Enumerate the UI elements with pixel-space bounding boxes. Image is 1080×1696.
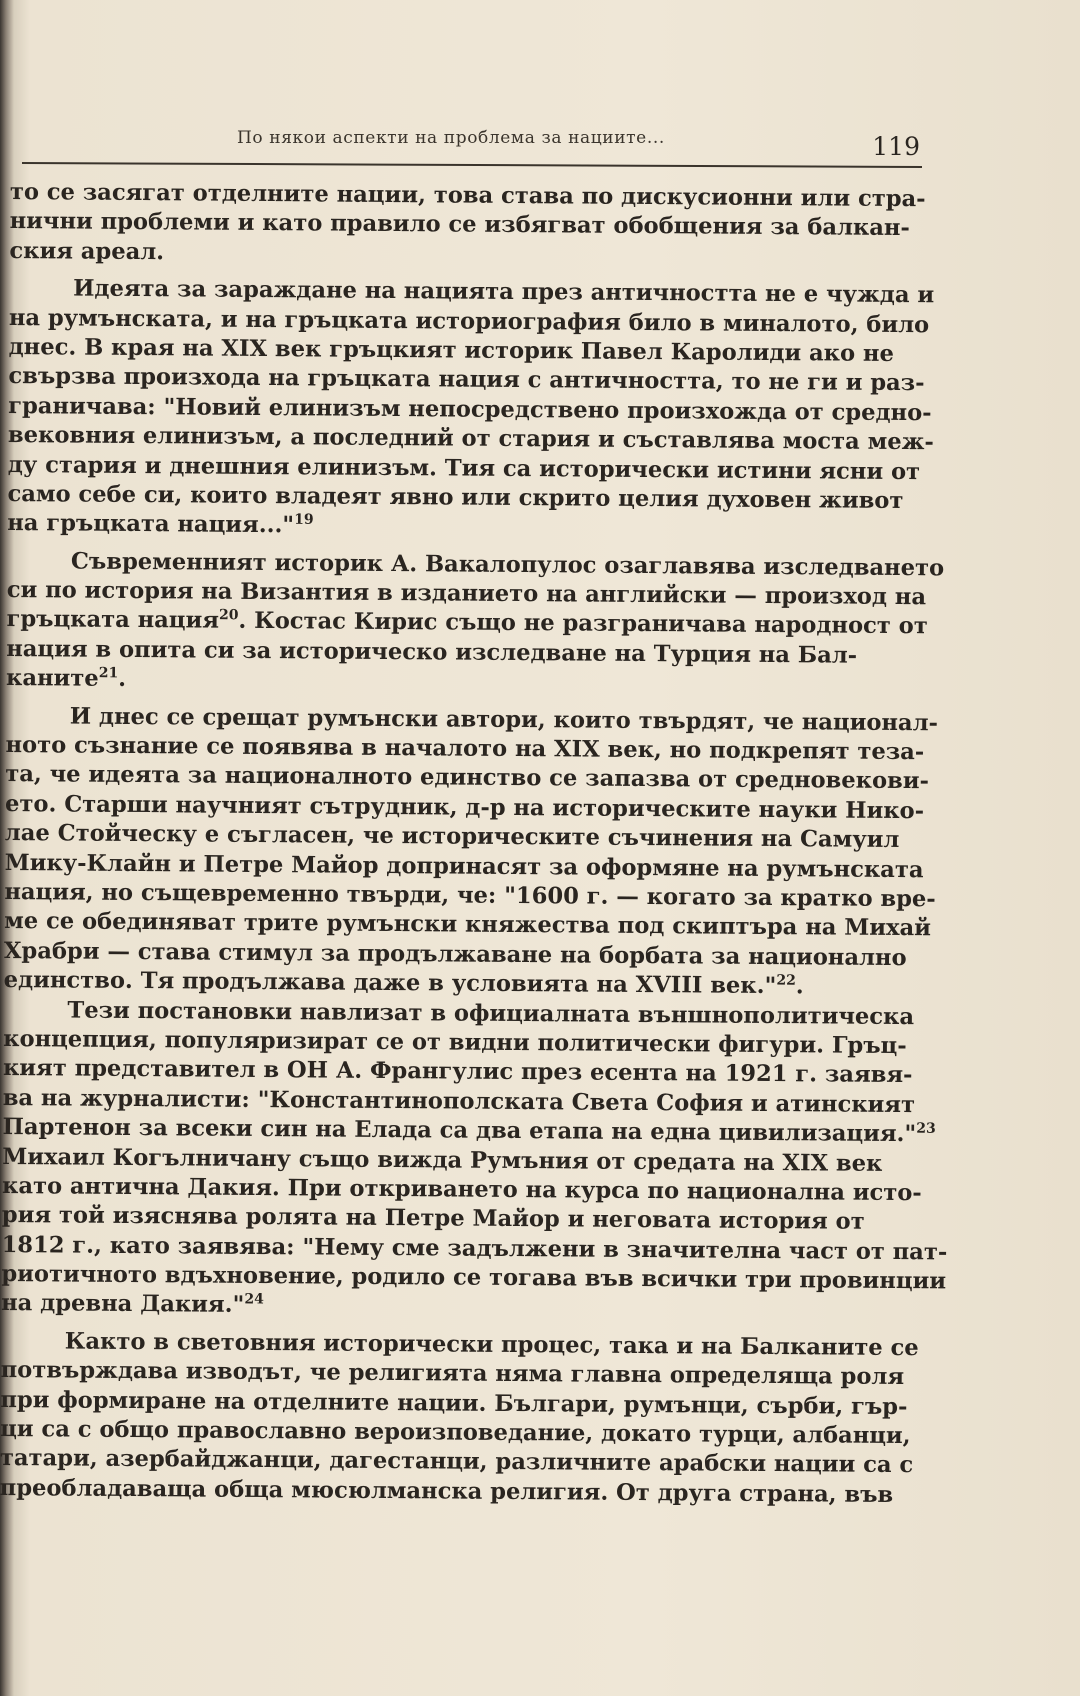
footnote-ref: 23: [916, 1120, 936, 1137]
line-text: кият представител в ОН А. Франгулис през есента на 1921 г. заявя-: [2, 1055, 913, 1089]
line-text: граничава: "Новий елинизъм непосредствено произхожда от средно-: [8, 392, 932, 426]
page-number: 119: [872, 132, 920, 161]
line-text: то се засягат отделните нации, това става по дискусионни или стра-: [9, 178, 926, 213]
line-text: Тези постановки навлизат в официалната външнополитическа: [67, 997, 915, 1030]
line-text: нични проблеми и като правило се избягват обобщения за балкан-: [9, 208, 910, 242]
line-text: И днес се срещат румънски автори, които твърдят, че национал-: [69, 703, 939, 736]
line-text: ду стария и днешния елинизъм. Тия са исторически истини ясни от: [7, 451, 921, 485]
line-text: единство. Тя продължава даже в условията на XVIII век.": [3, 967, 777, 1000]
line-text: ме се обединяват трите румънски княжества под скиптъра на Михай: [4, 908, 932, 942]
line-text: каните: [5, 665, 99, 692]
line-text: 1812 г., като заявява: "Нему сме задължени в значителна част от пат-: [1, 1231, 948, 1266]
footnote-ref: 20: [218, 607, 239, 624]
line-text: като антична Дакия. При откриването на курса по национална исто-: [1, 1172, 922, 1207]
line-text: свързва произхода на гръцката нация с античността, то не ги и раз-: [8, 363, 925, 397]
line-text: татари, азербайджанци, дагестанци, различните арабски нации са с: [0, 1445, 914, 1479]
footnote-ref: 21: [98, 665, 119, 682]
footnote-ref: 19: [294, 512, 314, 529]
line-text: само себе си, които владеят явно или скрито целия духовен живот: [7, 480, 904, 514]
running-title: По някои аспекти на проблема за нациите...: [237, 128, 665, 148]
line-text: концепция, популяризират се от видни политически фигури. Гръц-: [3, 1025, 907, 1060]
line-text: Храбри — става стимул за продължаване на борбата за национално: [3, 937, 907, 971]
body-text: [0, 178, 948, 1510]
line-text: на румънската, и на гръцката историография било в миналото, било: [8, 304, 930, 338]
line-text: Съвременният историк А. Вакалопулос озаглавява изследването: [70, 548, 945, 582]
line-text: преобладаваща обща мюсюлманска религия. От друга страна, във: [0, 1474, 894, 1508]
line-text: лае Стойческу е съгласен, че историческите съчинения на Самуил: [4, 820, 900, 854]
line-text: Идеята за зараждане на нацията през античността не е чужда и: [73, 275, 935, 309]
line-text: Партенон за всеки син на Елада са два етапа на една цивилизация.": [2, 1114, 917, 1148]
line-text: ва на журналисти: "Константинополската Света София и атинският: [2, 1084, 916, 1118]
line-text: вековния елинизъм, а последний от стария и съставлява моста меж-: [7, 422, 934, 456]
line-text: на гръцката нация...": [7, 510, 295, 539]
line-text: гръцката нация: [6, 606, 220, 635]
line-text: нация, но същевременно твърди, че: "1600 г. — когато за кратко вре-: [4, 878, 936, 913]
page-header: [22, 118, 922, 170]
line-text: днес. В края на XIX век гръцкият историк Павел Каролиди ако не: [8, 333, 894, 367]
footnote-ref: 24: [244, 1291, 264, 1308]
header-rule: [22, 162, 922, 168]
line-text: Както в световния исторически процес, така и на Балканите се: [64, 1328, 919, 1362]
line-text: си по история на Византия в изданието на английски — произход на: [6, 577, 927, 611]
line-text: потвърждава изводът, че религията няма главна определяща роля: [0, 1357, 905, 1391]
line-text: ното съзнание се появява в началото на XIX век, но подкрепят теза-: [5, 732, 925, 766]
line-text: Михаил Когълничану също вижда Румъния от средата на XIX век: [2, 1143, 883, 1177]
line-text-after-note: .: [118, 666, 127, 693]
line-text: ето. Старши научният сътрудник, д-р на историческите науки Нико-: [4, 790, 925, 825]
line-text-after-note: . Костас Кирис също не разграничава народност от: [238, 608, 928, 640]
line-text: ци са с общо православно вероизповедание, докато турци, албанци,: [0, 1415, 911, 1450]
line-text: на древна Дакия.": [1, 1290, 245, 1319]
line-text: рия той изяснява ролята на Петре Майор и неговата история от: [1, 1202, 865, 1236]
line-text: ския ареал.: [9, 237, 165, 265]
text-line: [0, 1474, 904, 1510]
line-text: при формиране на отделните нации. Българи, румънци, сърби, гър-: [0, 1386, 908, 1420]
line-text: та, че идеята за националното единство се запазва от средновекови-: [5, 761, 929, 795]
line-text: нация в опита си за историческо изследване на Турция на Бал-: [6, 635, 858, 669]
line-text: Мику-Клайн и Петре Майор допринасят за оформяне на румънската: [4, 849, 924, 883]
line-text-after-note: .: [795, 973, 804, 1000]
line-text: риотичното вдъхновение, родило се тогава във всички три провинции: [1, 1261, 947, 1295]
footnote-ref: 22: [776, 972, 796, 989]
